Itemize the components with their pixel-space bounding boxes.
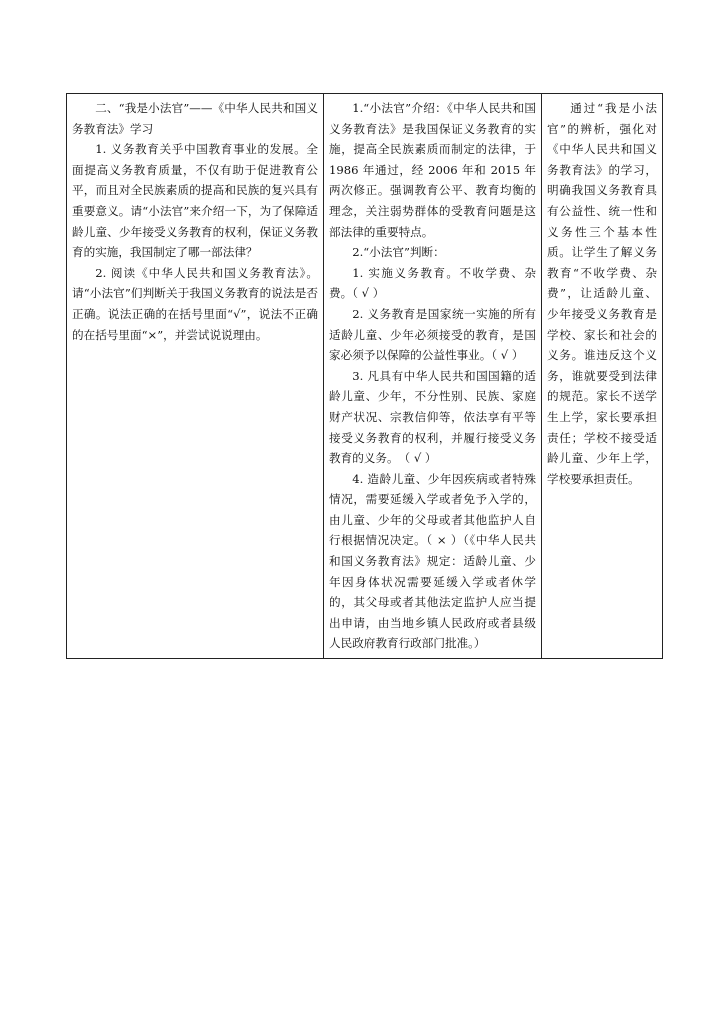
table-row: [67, 94, 663, 659]
design-intent-cell: [542, 94, 663, 659]
activity-question-1: 1. 义务教育关乎中国教育事业的发展。全面提高义务教育质量，不仅有助于促进教育公平，而且对全民族素质的提高和民族的复兴具有重要意义。请“小法官”来介绍一下，为了保障适龄儿童、少年接受义务教育的权利，保证义务教育的实施，我国制定了哪一部法律？: [72, 142, 318, 260]
design-intent-text: 通过“我是小法官”的辨析，强化对《中华人民共和国义务教育法》的学习，明确我国义务教育具有公益性、统一性和义务性三个基本性质。让学生了解义务教育“不收学费、杂费”，让适龄儿童、少年接受义务教育是学校、家长和社会的义务。谁违反这个义务，谁就要受到法律的规范。家长不送学生上学，家长要承担责任；学校不接受适龄儿童、少年上学，学校要承担责任。: [547, 101, 657, 486]
activity-question-2: 2. 阅读《中华人民共和国义务教育法》。请“小法官”们判断关于我国义务教育的说法是否正确。说法正确的在括号里面“√”，说法不正确的在括号里面“×”，并尝试说说理由。: [72, 265, 318, 342]
judgement-item-3: 3. 凡具有中华人民共和国国籍的适龄儿童、少年，不分性别、民族、家庭财产状况、宗教信仰等，依法享有平等接受义务教育的权利，并履行接受义务教育的义务。 （ √ ）: [329, 368, 536, 466]
judgement-item-1: 1. 实施义务教育。不收学费、杂费。（ √ ）: [329, 265, 536, 301]
activity-heading: 二、“我是小法官”——《中华人民共和国义务教育法》学习: [72, 101, 318, 136]
answer-introduction: 1.“小法官”介绍：《中华人民共和国义务教育法》是我国保证义务教育的实施，提高全民族素质而制定的法律，于 1986 年通过，经 2006 年和 2015 年两次修正。强调教育公平、教育均衡的理念，关注弱势群体的受教育问题是这部法律的重要特点。: [329, 101, 536, 239]
judgement-item-4: 4. 造龄儿童、少年因疾病或者特殊情况，需要延缓入学或者免予入学的，由儿童、少年的父母或者其他监护人自行根据情况决定。（ × ）（《中华人民共和国义务教育法》规定：适龄儿童、少年因身体状况需要延缓入学或者休学的，其父母或者其他法定监护人应当提出申请，由当地乡镇人民政府或者县级人民政府教育行政部门批准。）: [329, 471, 536, 651]
student-activity-cell: [67, 94, 324, 659]
answer-cell: [324, 94, 542, 659]
judgement-item-2: 2. 义务教育是国家统一实施的所有适龄儿童、少年必须接受的教育，是国家必须予以保障的公益性事业。（ √ ）: [329, 306, 536, 363]
answer-judgement-heading: 2.“小法官”判断：: [352, 245, 445, 260]
lesson-activity-table: [66, 93, 663, 659]
